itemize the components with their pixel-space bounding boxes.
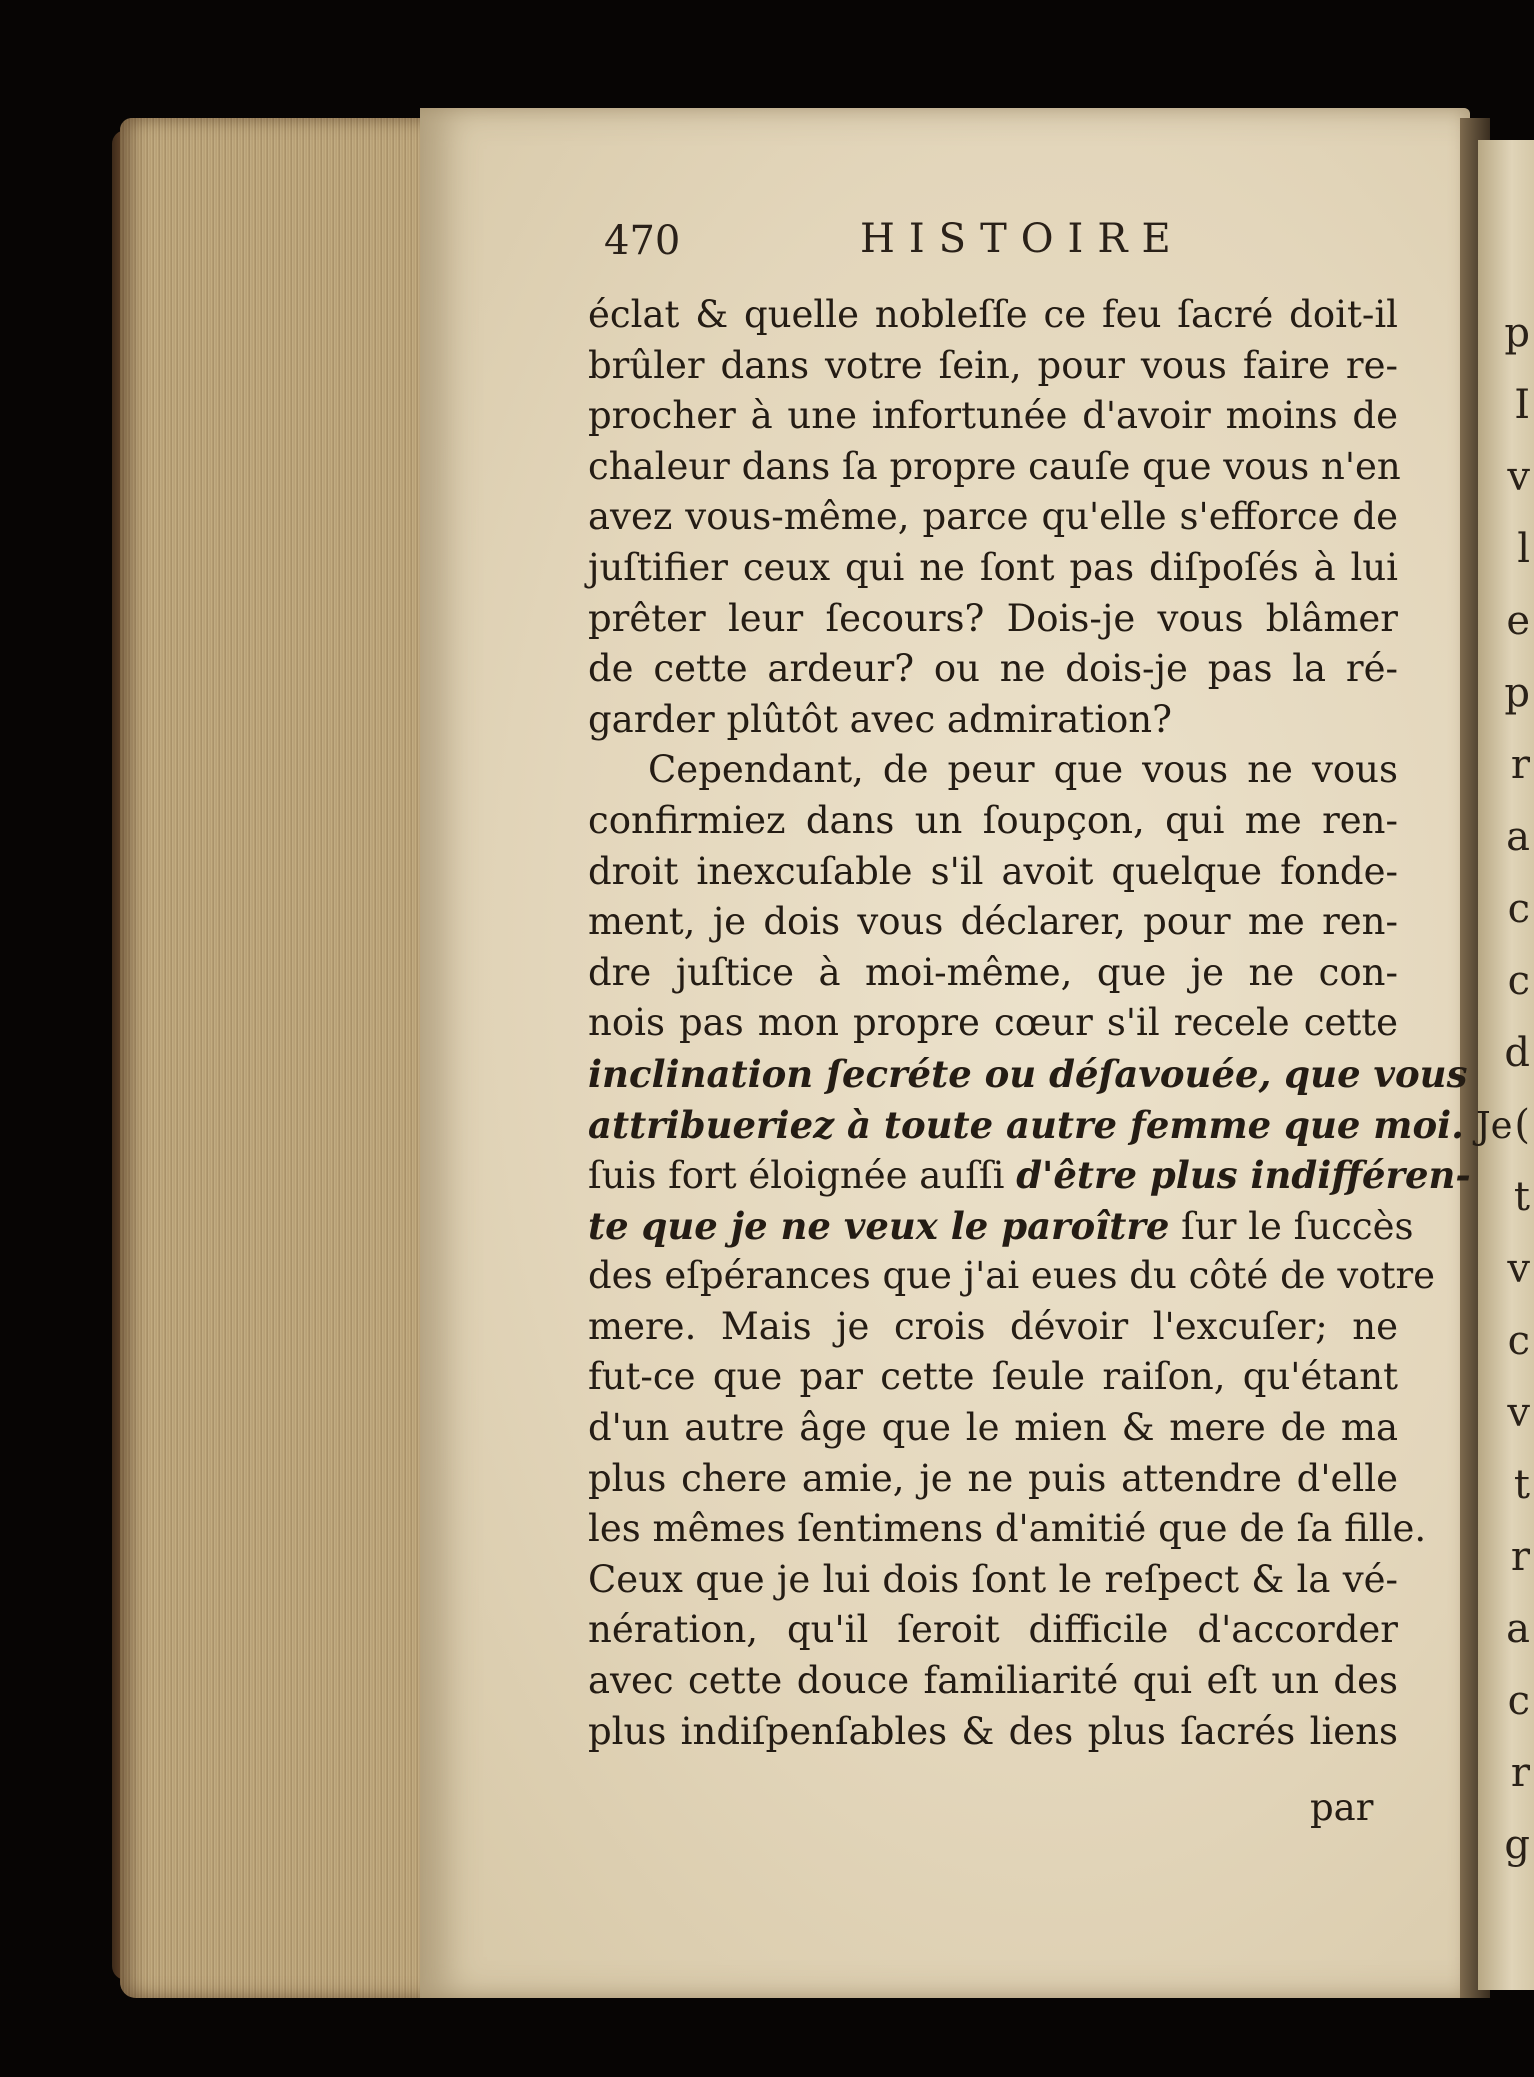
text-line xyxy=(588,1100,1513,1151)
text-line xyxy=(588,1049,1468,1100)
next-page-glyph: I xyxy=(1514,382,1530,428)
next-page-glyph: a xyxy=(1506,814,1530,860)
catchword: par xyxy=(1310,1786,1374,1829)
italic-text-run: te que je ne veux le paroître xyxy=(588,1203,1170,1248)
next-page-glyph: t xyxy=(1513,1462,1530,1508)
text-line: d'un autre âge que le mien & mere de ma xyxy=(588,1406,1398,1450)
next-page-glyph: g xyxy=(1504,1822,1530,1868)
next-page-glyph: v xyxy=(1507,454,1530,500)
italic-text-run: attribueriez à toute autre femme que moi. xyxy=(588,1102,1465,1147)
text-line xyxy=(588,1150,1471,1201)
next-page-glyph: a xyxy=(1506,1606,1530,1652)
running-title: HISTOIRE xyxy=(860,216,1185,262)
next-page-glyph: c xyxy=(1507,1678,1530,1724)
next-page-glyph: ( xyxy=(1514,1102,1530,1148)
text-line: juſtifier ceux qui ne ſont pas diſpoſés à lui xyxy=(588,545,1398,589)
left-page-stack xyxy=(120,118,430,1998)
text-run: Je xyxy=(1464,1103,1513,1147)
next-page-glyph: c xyxy=(1507,1318,1530,1364)
text-line: des eſpérances que j'ai eues du côté de votre xyxy=(588,1254,1436,1298)
text-line: plus chere amie, je ne puis attendre d'elle xyxy=(588,1456,1398,1500)
text-line: procher à une infortunée d'avoir moins de xyxy=(588,394,1398,438)
next-page-glyph: v xyxy=(1507,1390,1530,1436)
text-line: plus indiſpenſables & des plus ſacrés liens xyxy=(588,1709,1398,1753)
text-line: mere. Mais je crois dévoir l'excuſer; ne xyxy=(588,1304,1398,1348)
next-page-edge xyxy=(1478,140,1534,1990)
text-line: garder plûtôt avec admiration? xyxy=(588,697,1172,741)
text-line: les mêmes ſentimens d'amitié que de ſa fille. xyxy=(588,1507,1427,1551)
italic-text-run: d'être plus indifféren- xyxy=(1016,1153,1471,1198)
text-line: Ceux que je lui dois ſont le reſpect & la vé- xyxy=(588,1557,1398,1601)
next-page-glyph: p xyxy=(1504,670,1530,716)
text-run: ſur le ſuccès xyxy=(1169,1204,1414,1248)
next-page-glyph: t xyxy=(1513,1174,1530,1220)
next-page-glyph: c xyxy=(1507,886,1530,932)
next-page-glyph: r xyxy=(1510,1750,1530,1796)
text-line: ment, je dois vous déclarer, pour me ren- xyxy=(588,900,1398,944)
text-line: de cette ardeur? ou ne dois-je pas la ré- xyxy=(588,647,1398,691)
next-page-glyph: d xyxy=(1504,1030,1530,1076)
text-run: ſuis fort éloignée auſſi xyxy=(588,1154,1017,1198)
next-page-glyph: r xyxy=(1510,1534,1530,1580)
text-line: dre juſtice à moi-même, que je ne con- xyxy=(588,950,1398,994)
next-page-glyph: l xyxy=(1517,526,1530,572)
text-line: avec cette douce familiarité qui eſt un des xyxy=(588,1659,1398,1703)
text-line: nois pas mon propre cœur s'il recele cette xyxy=(588,1001,1398,1045)
text-line: prêter leur ſecours? Dois-je vous blâmer xyxy=(588,596,1398,640)
next-page-glyph: c xyxy=(1507,958,1530,1004)
text-line: fut-ce que par cette ſeule raiſon, qu'étant xyxy=(588,1355,1398,1399)
text-line: avez vous-même, parce qu'elle s'efforce de xyxy=(588,495,1398,539)
next-page-glyph: e xyxy=(1506,598,1530,644)
text-line: droit inexcuſable s'il avoit quelque fonde- xyxy=(588,849,1398,893)
text-line: brûler dans votre ſein, pour vous faire re- xyxy=(588,343,1398,387)
text-line: éclat & quelle nobleſſe ce feu ſacré doit-il xyxy=(588,293,1398,336)
italic-text-run: inclination ſecréte ou déſavouée, que vous xyxy=(588,1051,1468,1096)
text-line: Cependant, de peur que vous ne vous xyxy=(648,748,1398,792)
text-line xyxy=(588,1201,1414,1252)
text-line: nération, qu'il ſeroit difficile d'accorder xyxy=(588,1608,1398,1652)
next-page-glyph: v xyxy=(1507,1246,1530,1292)
text-line: chaleur dans ſa propre cauſe que vous n'en xyxy=(588,444,1401,488)
next-page-glyph: r xyxy=(1510,742,1530,788)
next-page-glyph: p xyxy=(1504,310,1530,356)
text-line: confirmiez dans un ſoupçon, qui me ren- xyxy=(588,798,1398,842)
body-text xyxy=(588,290,1513,1757)
page-number: 470 xyxy=(604,218,681,264)
